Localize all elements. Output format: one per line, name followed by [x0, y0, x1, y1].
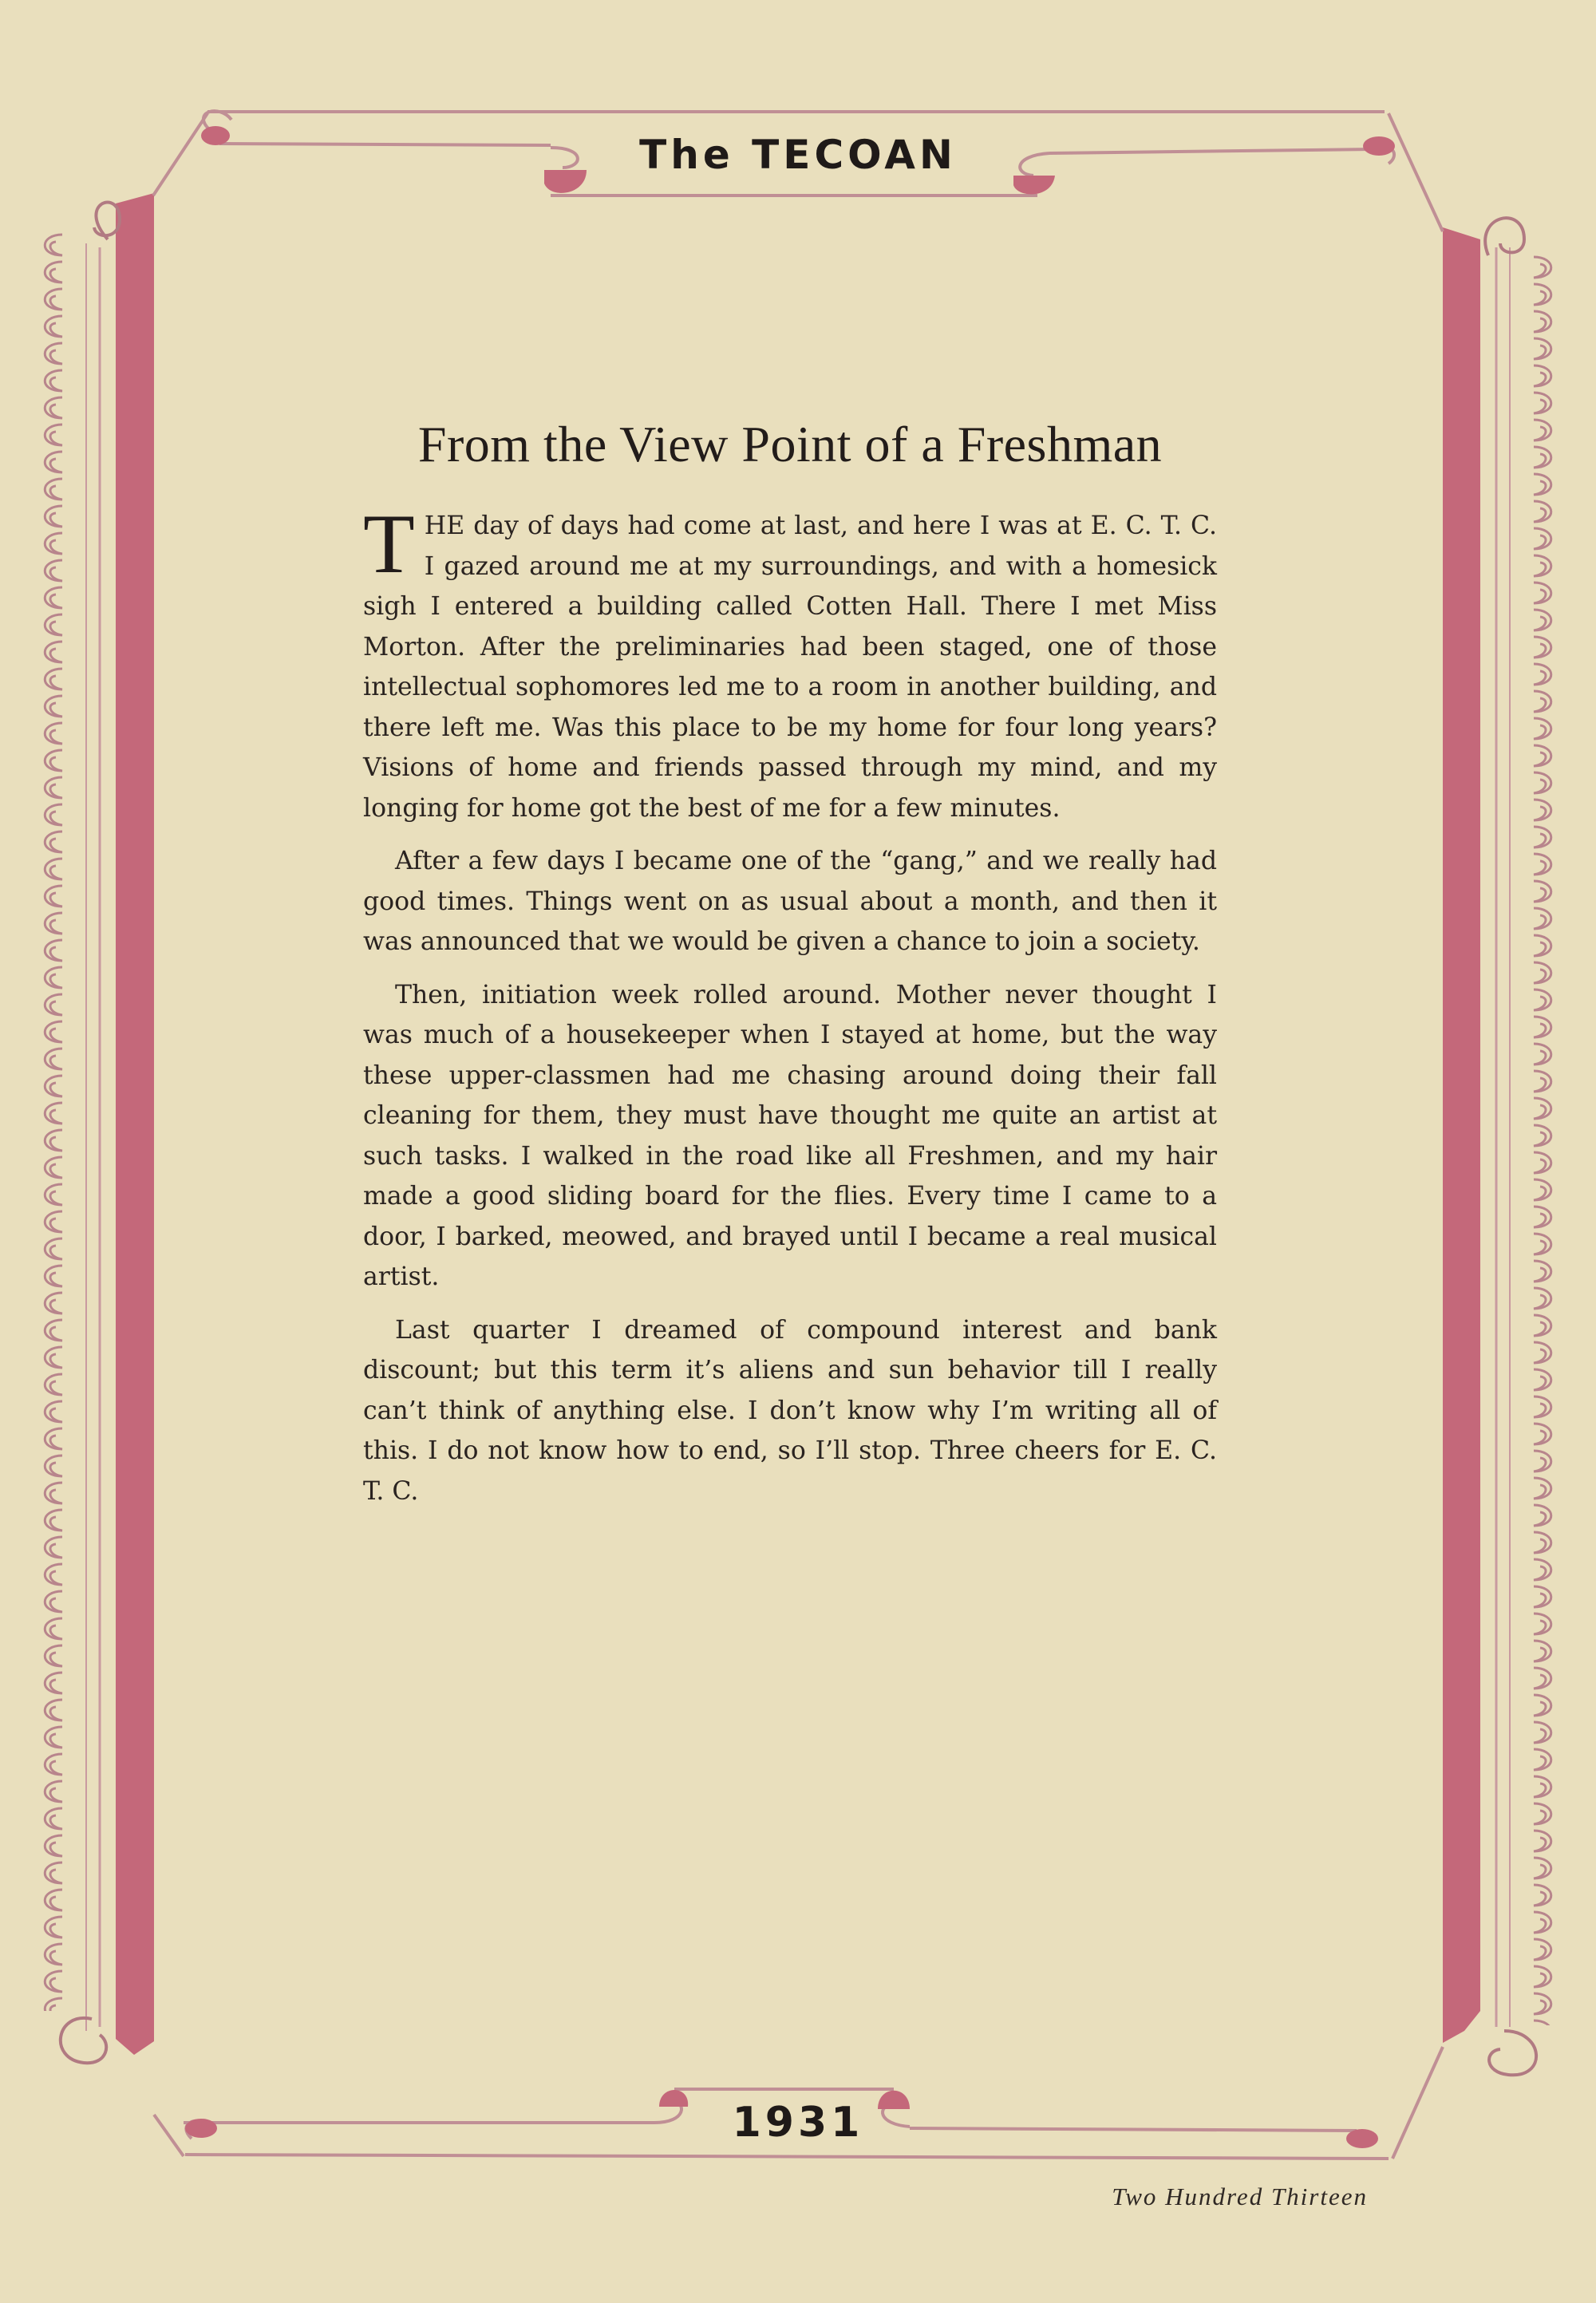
- left-pillar: [61, 193, 154, 2063]
- paragraph-1-text: HE day of days had come at last, and here I was at E. C. T. C. I gazed around me at my surroundings, and with a homesick sigh I entered a building called Cotten Hall. There I met Miss Morton. After the preliminaries had been staged, one of those intellectual sophomores led me to a room in another building, and there left me. Was this place to be my home for four long years? Visions of home and friends passed through my mind, and my longing for home got the best of me for a few minutes.: [363, 512, 1217, 823]
- article-title: From the View Point of a Freshman: [417, 416, 1163, 472]
- running-head: The TECOAN: [639, 132, 957, 178]
- article-paragraph-3: Then, initiation week rolled around. Mother never thought I was much of a housekeeper when I stayed at home, but the way these upper-classmen had me chasing around doing their fall cleaning for them, they must have thought me quite an artist at such tasks. I walked in the road like all Freshmen, and my hair made a good sliding board for the flies. Every time I came to a door, I barked, meowed, and brayed until I became a real musical artist.: [363, 980, 1217, 1291]
- article: [363, 415, 1217, 1524]
- article-paragraph-1: [363, 497, 1217, 828]
- article-paragraph-2: After a few days I became one of the “gang,” and we really had good times. Things went on as usual about a month, and then it was announced that we would be given a chance to join a society.: [363, 847, 1217, 956]
- left-scroll-band: [32, 231, 72, 2011]
- article-paragraph-4: Last quarter I dreamed of compound interest and bank discount; but this term it’s aliens and sun behavior till I really can’t think of anything else. I don’t know why I’m writing all of this. I do not know how to end, so I’ll stop. Three cheers for E. C. T. C.: [363, 1315, 1217, 1506]
- footer-year: 1931: [732, 2099, 864, 2147]
- page-number-label: Two Hundred Thirteen: [1112, 2183, 1368, 2210]
- right-pillar: [1443, 218, 1536, 2075]
- right-scroll-band: [1524, 254, 1564, 2025]
- drop-cap: T: [363, 497, 415, 591]
